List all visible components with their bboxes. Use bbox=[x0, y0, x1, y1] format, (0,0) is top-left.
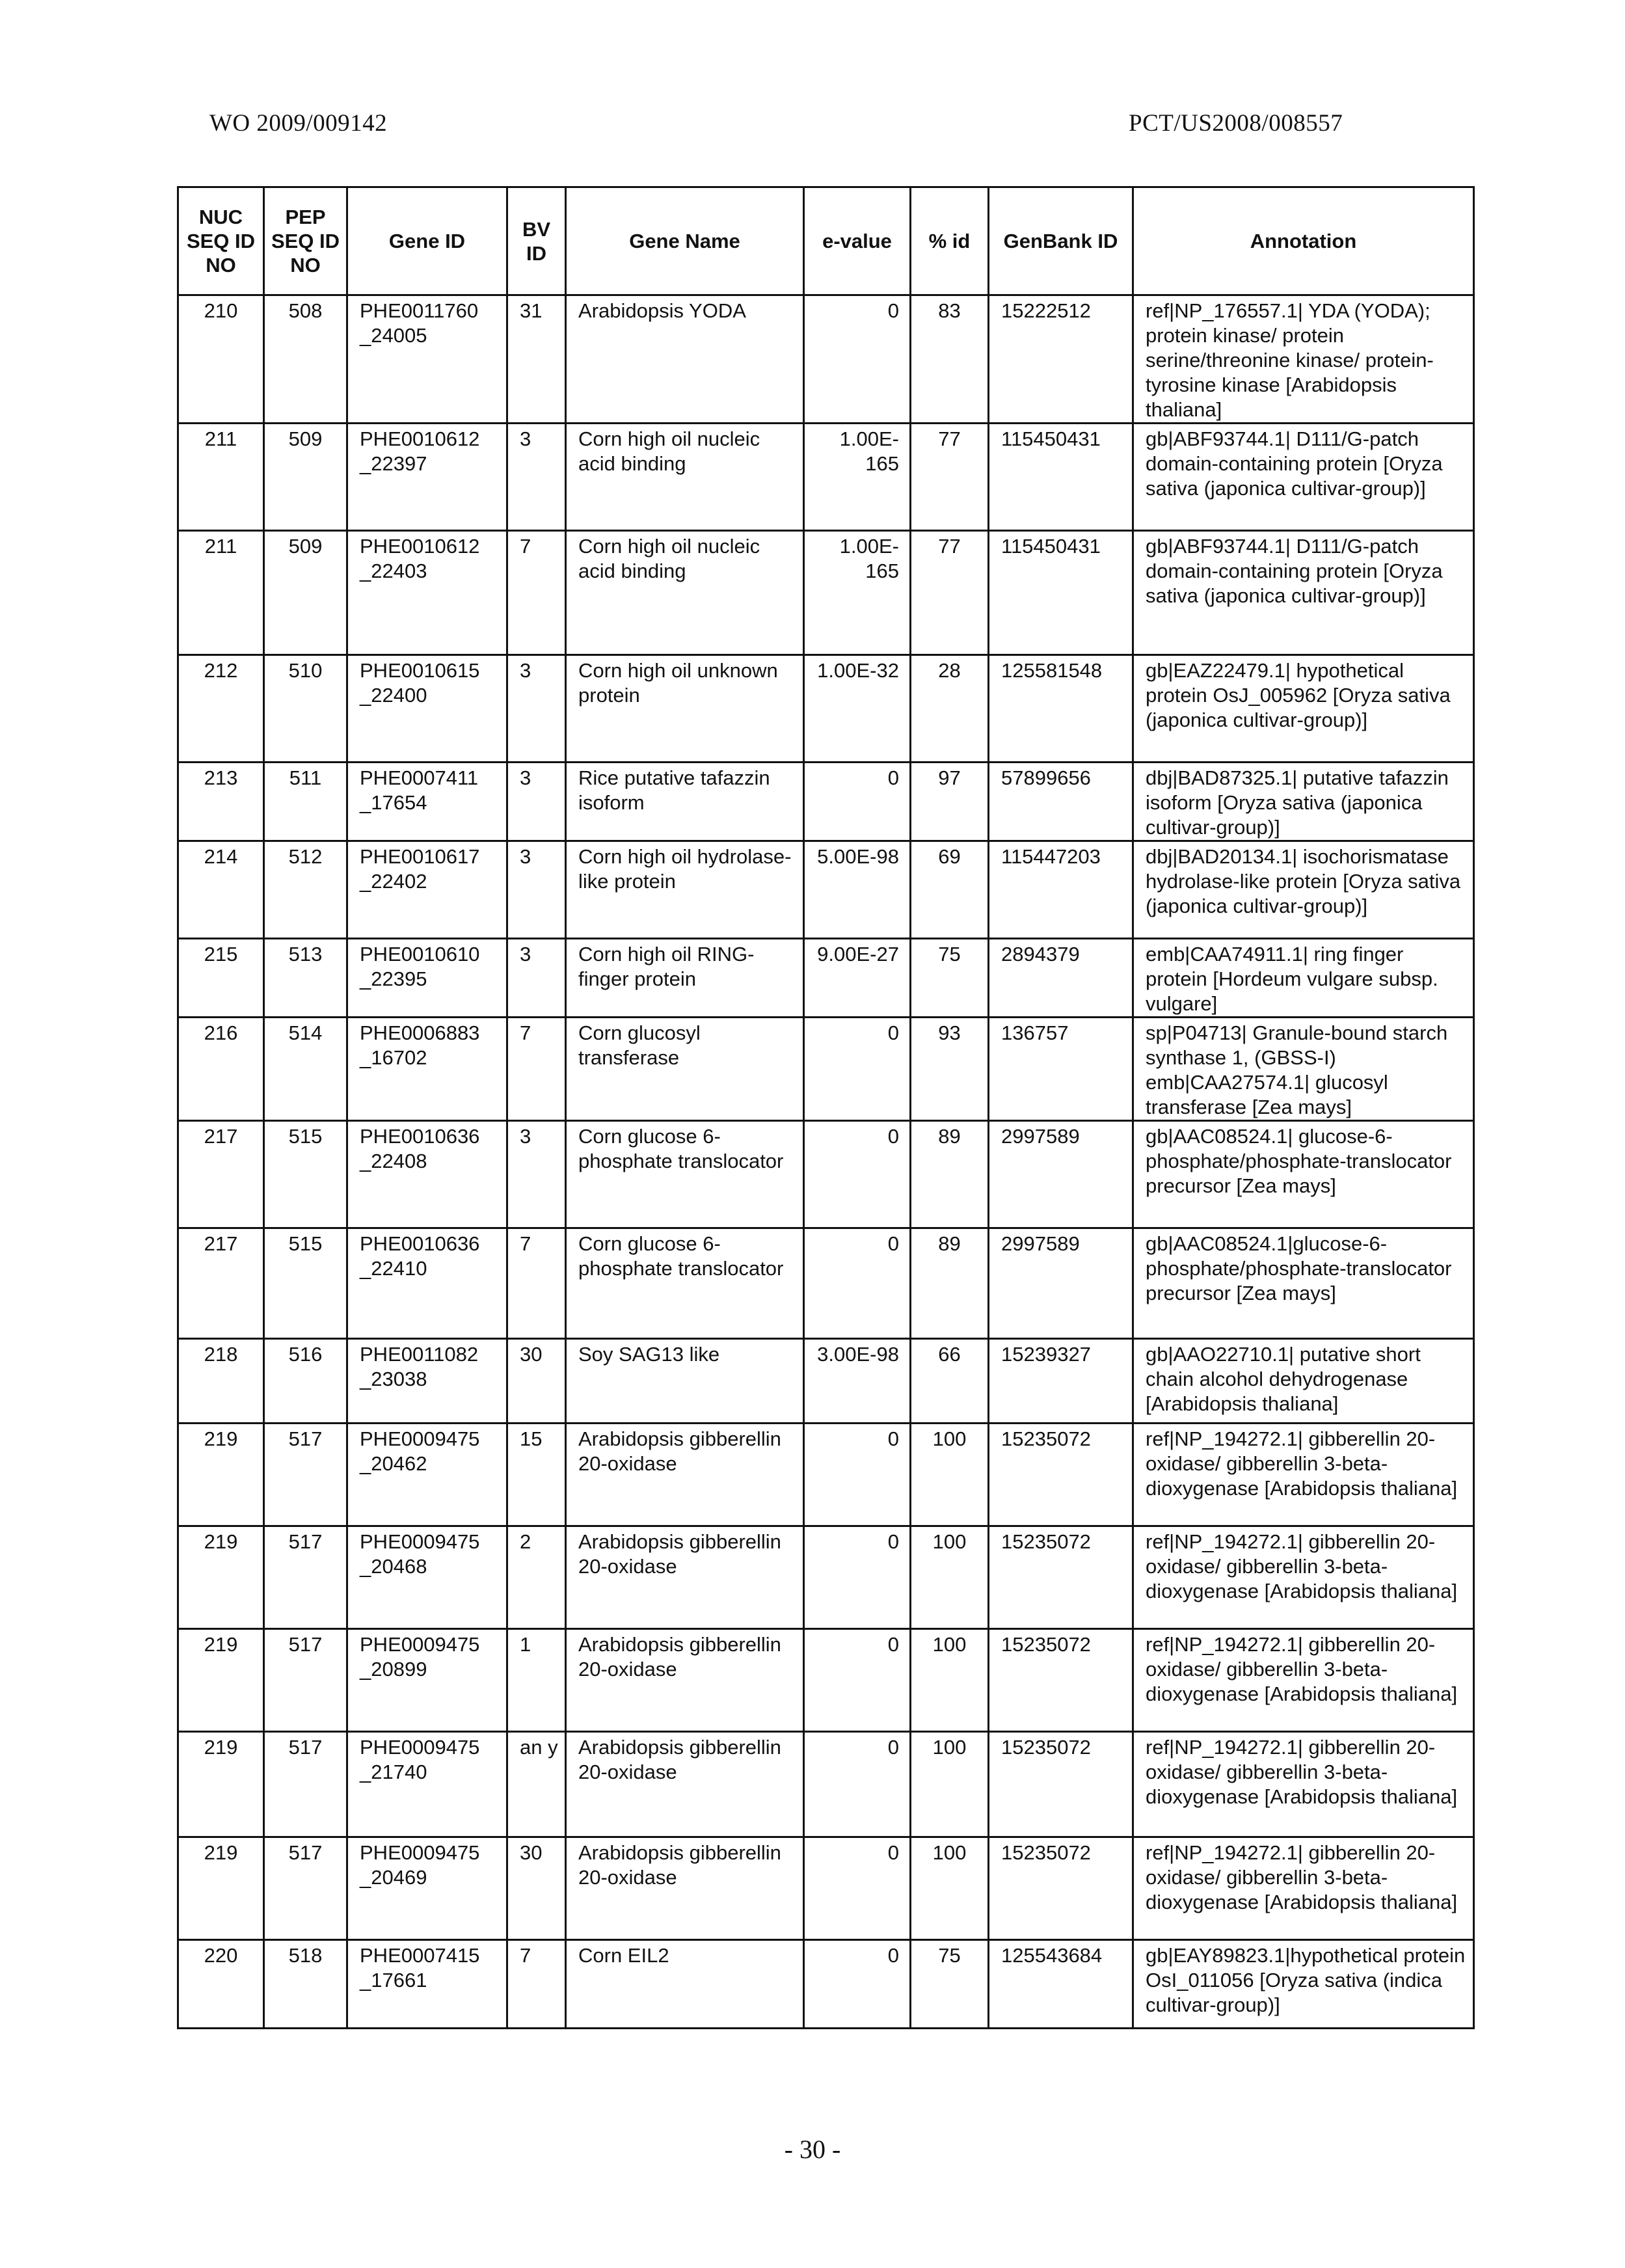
annotation-cell: ref|NP_194272.1| gibberellin 20-oxidase/ gibberellin 3-beta-dioxygenase [Arabidopsis thaliana] bbox=[1133, 1629, 1474, 1732]
gene-id-cell: PHE0006883 _16702 bbox=[347, 1018, 507, 1121]
annotation-cell: sp|P04713| Granule-bound starch synthase 1, (GBSS-I) emb|CAA27574.1| glucosyl transferase [Zea mays] bbox=[1133, 1018, 1474, 1121]
e-value-cell: 0 bbox=[804, 1837, 911, 1940]
genbank-id-cell: 15235072 bbox=[989, 1526, 1133, 1629]
annotation-cell: ref|NP_194272.1| gibberellin 20-oxidase/ gibberellin 3-beta-dioxygenase [Arabidopsis thaliana] bbox=[1133, 1837, 1474, 1940]
gene-id-cell: PHE0007411 _17654 bbox=[347, 763, 507, 841]
nuc-seq-id-cell: 219 bbox=[178, 1424, 264, 1526]
annotation-cell: ref|NP_194272.1| gibberellin 20-oxidase/ gibberellin 3-beta-dioxygenase [Arabidopsis thaliana] bbox=[1133, 1424, 1474, 1526]
e-value-cell: 9.00E-27 bbox=[804, 939, 911, 1018]
nuc-seq-id-cell: 219 bbox=[178, 1732, 264, 1837]
column-header-pep-seq-id: PEP SEQ ID NO bbox=[264, 187, 347, 295]
gene-name-cell: Arabidopsis YODA bbox=[566, 295, 804, 424]
column-header-genbank-id: GenBank ID bbox=[989, 187, 1133, 295]
genbank-id-cell: 125581548 bbox=[989, 655, 1133, 763]
percent-id-cell: 100 bbox=[911, 1629, 989, 1732]
nuc-seq-id-cell: 211 bbox=[178, 531, 264, 655]
percent-id-cell: 100 bbox=[911, 1526, 989, 1629]
table-row bbox=[178, 1018, 1474, 1121]
table-row bbox=[178, 1228, 1474, 1339]
annotation-cell: dbj|BAD87325.1| putative tafazzin isoform [Oryza sativa (japonica cultivar-group)] bbox=[1133, 763, 1474, 841]
bv-id-cell: 7 bbox=[507, 1018, 566, 1121]
nuc-seq-id-cell: 214 bbox=[178, 841, 264, 939]
gene-name-cell: Corn high oil nucleic acid binding bbox=[566, 531, 804, 655]
e-value-cell: 0 bbox=[804, 1018, 911, 1121]
table-row bbox=[178, 1339, 1474, 1424]
annotation-cell: ref|NP_176557.1| YDA (YODA); protein kinase/ protein serine/threonine kinase/ protein-tyrosine kinase [Arabidopsis thaliana] bbox=[1133, 295, 1474, 424]
e-value-cell: 0 bbox=[804, 1526, 911, 1629]
percent-id-cell: 77 bbox=[911, 424, 989, 531]
pep-seq-id-cell: 514 bbox=[264, 1018, 347, 1121]
gene-name-cell: Arabidopsis gibberellin 20-oxidase bbox=[566, 1424, 804, 1526]
nuc-seq-id-cell: 217 bbox=[178, 1228, 264, 1339]
percent-id-cell: 100 bbox=[911, 1837, 989, 1940]
table-row bbox=[178, 531, 1474, 655]
annotation-cell: gb|ABF93744.1| D111/G-patch domain-containing protein [Oryza sativa (japonica cultivar-group)] bbox=[1133, 424, 1474, 531]
gene-id-cell: PHE0009475 _21740 bbox=[347, 1732, 507, 1837]
pep-seq-id-cell: 517 bbox=[264, 1629, 347, 1732]
percent-id-cell: 66 bbox=[911, 1339, 989, 1424]
bv-id-cell: 3 bbox=[507, 655, 566, 763]
pep-seq-id-cell: 510 bbox=[264, 655, 347, 763]
pep-seq-id-cell: 518 bbox=[264, 1940, 347, 2029]
table-row bbox=[178, 1837, 1474, 1940]
pep-seq-id-cell: 517 bbox=[264, 1837, 347, 1940]
gene-name-cell: Corn high oil unknown protein bbox=[566, 655, 804, 763]
publication-number: WO 2009/009142 bbox=[209, 110, 388, 137]
table-header-row bbox=[178, 187, 1474, 295]
table-row bbox=[178, 1526, 1474, 1629]
percent-id-cell: 75 bbox=[911, 1940, 989, 2029]
gene-id-cell: PHE0010612 _22403 bbox=[347, 531, 507, 655]
column-header-percent-id: % id bbox=[911, 187, 989, 295]
table-row bbox=[178, 1121, 1474, 1228]
percent-id-cell: 93 bbox=[911, 1018, 989, 1121]
bv-id-cell: 2 bbox=[507, 1526, 566, 1629]
nuc-seq-id-cell: 213 bbox=[178, 763, 264, 841]
genbank-id-cell: 2894379 bbox=[989, 939, 1133, 1018]
percent-id-cell: 89 bbox=[911, 1121, 989, 1228]
e-value-cell: 3.00E-98 bbox=[804, 1339, 911, 1424]
e-value-cell: 1.00E-165 bbox=[804, 424, 911, 531]
genbank-id-cell: 15239327 bbox=[989, 1339, 1133, 1424]
gene-name-cell: Arabidopsis gibberellin 20-oxidase bbox=[566, 1526, 804, 1629]
nuc-seq-id-cell: 219 bbox=[178, 1526, 264, 1629]
bv-id-cell: 7 bbox=[507, 531, 566, 655]
percent-id-cell: 89 bbox=[911, 1228, 989, 1339]
gene-id-cell: PHE0010636 _22410 bbox=[347, 1228, 507, 1339]
column-header-nuc-seq-id: NUC SEQ ID NO bbox=[178, 187, 264, 295]
gene-name-cell: Arabidopsis gibberellin 20-oxidase bbox=[566, 1837, 804, 1940]
gene-name-cell: Arabidopsis gibberellin 20-oxidase bbox=[566, 1732, 804, 1837]
table-row bbox=[178, 1629, 1474, 1732]
pep-seq-id-cell: 513 bbox=[264, 939, 347, 1018]
pep-seq-id-cell: 508 bbox=[264, 295, 347, 424]
gene-id-cell: PHE0010612 _22397 bbox=[347, 424, 507, 531]
gene-id-cell: PHE0010610 _22395 bbox=[347, 939, 507, 1018]
nuc-seq-id-cell: 216 bbox=[178, 1018, 264, 1121]
genbank-id-cell: 57899656 bbox=[989, 763, 1133, 841]
bv-id-cell: 7 bbox=[507, 1940, 566, 2029]
percent-id-cell: 75 bbox=[911, 939, 989, 1018]
annotation-cell: gb|EAY89823.1|hypothetical protein OsI_011056 [Oryza sativa (indica cultivar-group)] bbox=[1133, 1940, 1474, 2029]
nuc-seq-id-cell: 218 bbox=[178, 1339, 264, 1424]
annotation-cell: emb|CAA74911.1| ring finger protein [Hordeum vulgare subsp. vulgare] bbox=[1133, 939, 1474, 1018]
nuc-seq-id-cell: 219 bbox=[178, 1837, 264, 1940]
e-value-cell: 0 bbox=[804, 1732, 911, 1837]
percent-id-cell: 97 bbox=[911, 763, 989, 841]
pep-seq-id-cell: 517 bbox=[264, 1526, 347, 1629]
table-row bbox=[178, 763, 1474, 841]
bv-id-cell: 3 bbox=[507, 939, 566, 1018]
table-row bbox=[178, 295, 1474, 424]
genbank-id-cell: 15235072 bbox=[989, 1837, 1133, 1940]
annotation-cell: ref|NP_194272.1| gibberellin 20-oxidase/ gibberellin 3-beta-dioxygenase [Arabidopsis thaliana] bbox=[1133, 1732, 1474, 1837]
nuc-seq-id-cell: 217 bbox=[178, 1121, 264, 1228]
gene-id-cell: PHE0009475 _20469 bbox=[347, 1837, 507, 1940]
genbank-id-cell: 15235072 bbox=[989, 1732, 1133, 1837]
bv-id-cell: 1 bbox=[507, 1629, 566, 1732]
nuc-seq-id-cell: 220 bbox=[178, 1940, 264, 2029]
table-row bbox=[178, 424, 1474, 531]
pep-seq-id-cell: 515 bbox=[264, 1121, 347, 1228]
annotation-cell: gb|AAO22710.1| putative short chain alcohol dehydrogenase [Arabidopsis thaliana] bbox=[1133, 1339, 1474, 1424]
genbank-id-cell: 2997589 bbox=[989, 1121, 1133, 1228]
percent-id-cell: 77 bbox=[911, 531, 989, 655]
e-value-cell: 0 bbox=[804, 1424, 911, 1526]
bv-id-cell: 30 bbox=[507, 1339, 566, 1424]
annotation-cell: ref|NP_194272.1| gibberellin 20-oxidase/ gibberellin 3-beta-dioxygenase [Arabidopsis thaliana] bbox=[1133, 1526, 1474, 1629]
genbank-id-cell: 2997589 bbox=[989, 1228, 1133, 1339]
e-value-cell: 5.00E-98 bbox=[804, 841, 911, 939]
e-value-cell: 1.00E-32 bbox=[804, 655, 911, 763]
gene-id-cell: PHE0011760 _24005 bbox=[347, 295, 507, 424]
pep-seq-id-cell: 509 bbox=[264, 424, 347, 531]
bv-id-cell: 3 bbox=[507, 424, 566, 531]
genbank-id-cell: 115450431 bbox=[989, 424, 1133, 531]
gene-name-cell: Corn glucosyl transferase bbox=[566, 1018, 804, 1121]
column-header-gene-name: Gene Name bbox=[566, 187, 804, 295]
table-row bbox=[178, 1940, 1474, 2029]
gene-id-cell: PHE0010636 _22408 bbox=[347, 1121, 507, 1228]
percent-id-cell: 69 bbox=[911, 841, 989, 939]
gene-id-cell: PHE0010615 _22400 bbox=[347, 655, 507, 763]
gene-name-cell: Corn high oil RING-finger protein bbox=[566, 939, 804, 1018]
gene-id-cell: PHE0010617 _22402 bbox=[347, 841, 507, 939]
percent-id-cell: 83 bbox=[911, 295, 989, 424]
bv-id-cell: 30 bbox=[507, 1837, 566, 1940]
column-header-e-value: e-value bbox=[804, 187, 911, 295]
bv-id-cell: 3 bbox=[507, 841, 566, 939]
pep-seq-id-cell: 509 bbox=[264, 531, 347, 655]
bv-id-cell: 7 bbox=[507, 1228, 566, 1339]
nuc-seq-id-cell: 219 bbox=[178, 1629, 264, 1732]
page-number: - 30 - bbox=[784, 2135, 841, 2164]
genbank-id-cell: 115450431 bbox=[989, 531, 1133, 655]
genbank-id-cell: 115447203 bbox=[989, 841, 1133, 939]
gene-name-cell: Arabidopsis gibberellin 20-oxidase bbox=[566, 1629, 804, 1732]
genbank-id-cell: 125543684 bbox=[989, 1940, 1133, 2029]
genbank-id-cell: 15235072 bbox=[989, 1424, 1133, 1526]
pep-seq-id-cell: 511 bbox=[264, 763, 347, 841]
genbank-id-cell: 136757 bbox=[989, 1018, 1133, 1121]
pep-seq-id-cell: 512 bbox=[264, 841, 347, 939]
bv-id-cell: an y bbox=[507, 1732, 566, 1837]
pep-seq-id-cell: 515 bbox=[264, 1228, 347, 1339]
bv-id-cell: 15 bbox=[507, 1424, 566, 1526]
genbank-id-cell: 15222512 bbox=[989, 295, 1133, 424]
gene-name-cell: Soy SAG13 like bbox=[566, 1339, 804, 1424]
table-row bbox=[178, 1424, 1474, 1526]
gene-name-cell: Rice putative tafazzin isoform bbox=[566, 763, 804, 841]
gene-name-cell: Corn high oil hydrolase-like protein bbox=[566, 841, 804, 939]
bv-id-cell: 3 bbox=[507, 1121, 566, 1228]
table-body bbox=[178, 295, 1474, 2029]
percent-id-cell: 28 bbox=[911, 655, 989, 763]
gene-id-cell: PHE0009475 _20899 bbox=[347, 1629, 507, 1732]
gene-name-cell: Corn glucose 6-phosphate translocator bbox=[566, 1121, 804, 1228]
table-row bbox=[178, 841, 1474, 939]
column-header-annotation: Annotation bbox=[1133, 187, 1474, 295]
nuc-seq-id-cell: 212 bbox=[178, 655, 264, 763]
e-value-cell: 0 bbox=[804, 1940, 911, 2029]
pep-seq-id-cell: 517 bbox=[264, 1424, 347, 1526]
gene-name-cell: Corn glucose 6-phosphate translocator bbox=[566, 1228, 804, 1339]
nuc-seq-id-cell: 210 bbox=[178, 295, 264, 424]
e-value-cell: 0 bbox=[804, 763, 911, 841]
gene-id-cell: PHE0009475 _20468 bbox=[347, 1526, 507, 1629]
table-row bbox=[178, 655, 1474, 763]
bv-id-cell: 31 bbox=[507, 295, 566, 424]
gene-table bbox=[177, 186, 1475, 2029]
column-header-bv-id: BV ID bbox=[507, 187, 566, 295]
annotation-cell: gb|AAC08524.1|glucose-6-phosphate/phosphate-translocator precursor [Zea mays] bbox=[1133, 1228, 1474, 1339]
annotation-cell: gb|ABF93744.1| D111/G-patch domain-containing protein [Oryza sativa (japonica cultivar-group)] bbox=[1133, 531, 1474, 655]
nuc-seq-id-cell: 215 bbox=[178, 939, 264, 1018]
pep-seq-id-cell: 516 bbox=[264, 1339, 347, 1424]
annotation-cell: gb|AAC08524.1| glucose-6-phosphate/phosphate-translocator precursor [Zea mays] bbox=[1133, 1121, 1474, 1228]
nuc-seq-id-cell: 211 bbox=[178, 424, 264, 531]
annotation-cell: dbj|BAD20134.1| isochorismatase hydrolase-like protein [Oryza sativa (japonica cultivar-group)] bbox=[1133, 841, 1474, 939]
e-value-cell: 0 bbox=[804, 1228, 911, 1339]
e-value-cell: 0 bbox=[804, 295, 911, 424]
annotation-cell: gb|EAZ22479.1| hypothetical protein OsJ_005962 [Oryza sativa (japonica cultivar-group)] bbox=[1133, 655, 1474, 763]
pep-seq-id-cell: 517 bbox=[264, 1732, 347, 1837]
gene-id-cell: PHE0011082 _23038 bbox=[347, 1339, 507, 1424]
e-value-cell: 0 bbox=[804, 1629, 911, 1732]
percent-id-cell: 100 bbox=[911, 1424, 989, 1526]
gene-id-cell: PHE0009475 _20462 bbox=[347, 1424, 507, 1526]
gene-name-cell: Corn high oil nucleic acid binding bbox=[566, 424, 804, 531]
application-number: PCT/US2008/008557 bbox=[1129, 110, 1343, 137]
gene-name-cell: Corn EIL2 bbox=[566, 1940, 804, 2029]
e-value-cell: 1.00E-165 bbox=[804, 531, 911, 655]
column-header-gene-id: Gene ID bbox=[347, 187, 507, 295]
percent-id-cell: 100 bbox=[911, 1732, 989, 1837]
genbank-id-cell: 15235072 bbox=[989, 1629, 1133, 1732]
gene-id-cell: PHE0007415 _17661 bbox=[347, 1940, 507, 2029]
bv-id-cell: 3 bbox=[507, 763, 566, 841]
table-row bbox=[178, 939, 1474, 1018]
e-value-cell: 0 bbox=[804, 1121, 911, 1228]
table-row bbox=[178, 1732, 1474, 1837]
